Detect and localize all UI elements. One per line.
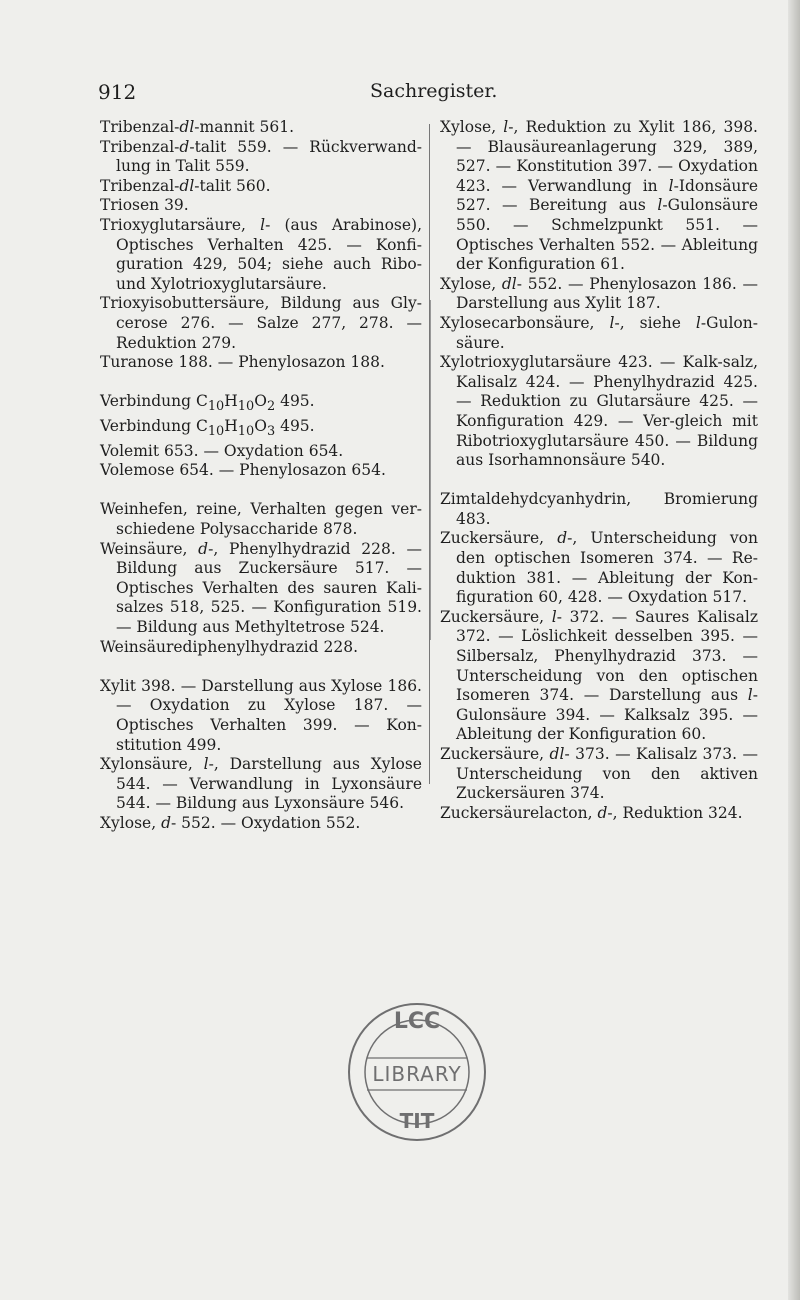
index-entry: Trioxyglutarsäure, l- (aus Arabinose), Optisches Verhalten 425. — Konfi-guration 429, 504; siehe auch Ribo- und Xylotrioxyglutarsäure. (100, 215, 422, 293)
stamp-graphic (345, 1000, 489, 1144)
index-entry: Tribenzal-dl-talit 560. (100, 176, 271, 195)
library-stamp (345, 1000, 489, 1144)
index-entry: Xylose, d- 552. — Oxydation 552. (100, 813, 361, 832)
index-entry: Zuckersäure, l- 372. — Saures Kalisalz 372. — Löslichkeit desselben 395. — Silbersalz, Phenylhydrazid 373. — Unterscheidung von den optischen Isomeren 374. — Darstellung aus l-Gulonsäure 394. — Kalksalz 395. — Ableitung der Konfiguration 60. (440, 607, 758, 744)
index-entry: Zuckersäure, d-, Unterscheidung von den optischen Isomeren 374. — Re-duktion 381. — Ableitung der Kon-figuration 60, 428. — Oxydation 517. (440, 529, 758, 607)
index-entry: Weinsäurediphenylhydrazid 228. (100, 637, 358, 656)
index-entry: Volemose 654. — Phenylosazon 654. (100, 461, 386, 480)
stamp-bottom-text: TIT (399, 1109, 435, 1133)
column-divider-secondary (430, 300, 431, 640)
index-entry: Weinsäure, d-, Phenylhydrazid 228. — Bildung aus Zuckersäure 517. — Optisches Verhalten des sauren Kali-salzes 518, 525. — Konfiguration 519. — Bildung aus Methyltetrose 524. (100, 539, 422, 637)
index-entry: Triosen 39. (100, 196, 189, 215)
section-gap (440, 471, 758, 491)
index-column-left (100, 118, 422, 834)
index-entry: Trioxyisobuttersäure, Bildung aus Gly-cerose 276. — Salze 277, 278. — Reduktion 279. (100, 294, 422, 352)
index-entry: Zuckersäurelacton, d-, Reduktion 324. (440, 803, 743, 822)
section-gap (100, 657, 422, 677)
index-entry: Zimtaldehydcyanhydrin, Bromierung 483. (440, 490, 758, 528)
index-entry: Verbindung $C_{10}H_{10}O_3$ 495. (100, 417, 315, 440)
index-column-right (440, 118, 758, 823)
index-entry: Tribenzal-d-talit 559. — Rückverwand-lung in Talit 559. (100, 137, 422, 176)
index-entry: Xylit 398. — Darstellung aus Xylose 186. — Oxydation zu Xylose 187. — Optisches Verhalten 399. — Kon-stitution 499. (100, 676, 422, 754)
index-entry: Xylose, l-, Reduktion zu Xylit 186, 398. — Blausäureanlagerung 329, 389, 527. — Konstitution 397. — Oxydation 423. — Verwandlung in l-Idonsäure 527. — Bereitung aus l-Gulonsäure 550. — Schmelzpunkt 551. — Optisches Verhalten 552. — Ableitung der Konfiguration 61. (440, 118, 758, 274)
index-entry: Xylotrioxyglutarsäure 423. — Kalk-salz, Kalisalz 424. — Phenylhydrazid 425. — Reduktion zu Glutarsäure 425. — Konfiguration 429. — Ver-gleich mit Ribotrioxyglutarsäure 450. — Bildung aus Isorhamnonsäure 540. (440, 353, 758, 470)
index-entry: Zuckersäure, dl- 373. — Kalisalz 373. — Unterscheidung von den aktiven Zuckersäuren 374. (440, 745, 758, 803)
stamp-top-text: LCC (393, 1009, 441, 1034)
index-entry: Volemit 653. — Oxydation 654. (100, 441, 344, 460)
running-head: Sachregister. (370, 80, 498, 102)
section-gap (100, 481, 422, 501)
section-gap (100, 373, 422, 393)
stamp-library-text: LIBRARY (372, 1062, 462, 1086)
page-edge-shadow (788, 0, 800, 1300)
index-entry: Xylonsäure, l-, Darstellung aus Xylose 544. — Verwandlung in Lyxonsäure 544. — Bildung aus Lyxonsäure 546. (100, 755, 422, 813)
index-entry: Verbindung $C_{10}H_{10}O_2$ 495. (100, 392, 315, 415)
index-entry: Tribenzal-dl-mannit 561. (100, 118, 295, 136)
index-entry: Turanose 188. — Phenylosazon 188. (100, 353, 385, 372)
page-number: 912 (98, 80, 137, 104)
index-entry: Xylosecarbonsäure, l-, siehe l-Gulon-säure. (440, 313, 758, 352)
index-entry: Weinhefen, reine, Verhalten gegen ver-schiedene Polysaccharide 878. (100, 500, 422, 539)
index-entry: Xylose, dl- 552. — Phenylosazon 186. — Darstellung aus Xylit 187. (440, 274, 758, 313)
